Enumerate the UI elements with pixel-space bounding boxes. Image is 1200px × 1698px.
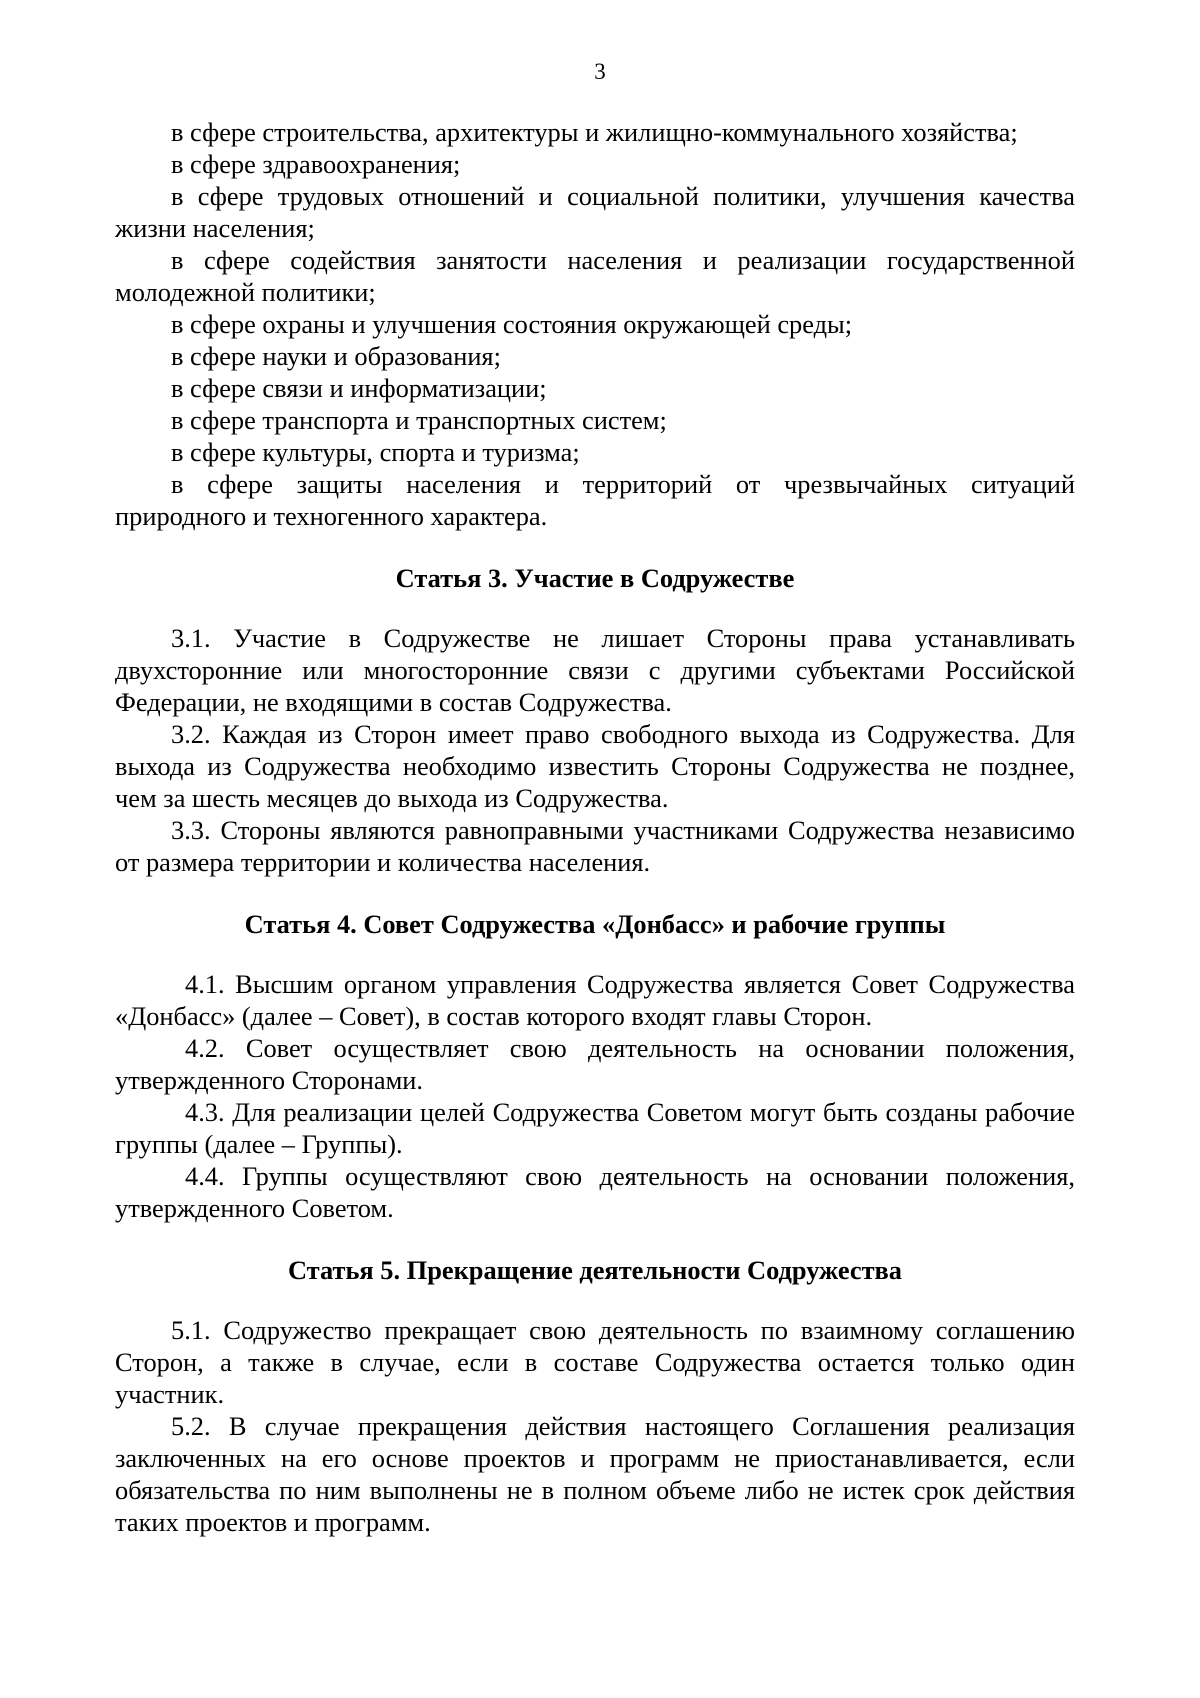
list-item: в сфере содействия занятости населения и реализации государственной молодежной политики; (115, 245, 1075, 307)
article-4-paragraph: 4.2. Совет осуществляет свою деятельность на основании положения, утвержденного Сторонами. (115, 1033, 1075, 1095)
article-4-paragraph: 4.1. Высшим органом управления Содружества является Совет Содружества «Донбасс» (далее – Совет), в состав которого входят главы Сторон. (115, 969, 1075, 1031)
article-4-paragraph: 4.4. Группы осуществляют свою деятельность на основании положения, утвержденного Советом. (115, 1161, 1075, 1223)
spheres-list (115, 116, 1075, 532)
list-item: в сфере связи и информатизации; (171, 373, 547, 403)
article-5-title: Статья 5. Прекращение деятельности Содружества (287, 1255, 903, 1285)
document-body (115, 116, 1075, 1538)
article-3-paragraph: 3.2. Каждая из Сторон имеет право свободного выхода из Содружества. Для выхода из Содружества необходимо известить Стороны Содружества не позднее, чем за шесть месяцев до выхода из Содружества. (115, 719, 1075, 813)
list-item: в сфере науки и образования; (171, 341, 501, 371)
article-3-paragraph: 3.1. Участие в Содружестве не лишает Стороны права устанавливать двухсторонние или многосторонние связи с другими субъектами Российской Федерации, не входящими в состав Содружества. (115, 623, 1075, 717)
article-3-title: Статья 3. Участие в Содружестве (395, 563, 795, 593)
article-5 (115, 1254, 1075, 1538)
list-item: в сфере здравоохранения; (171, 149, 461, 179)
list-item: в сфере культуры, спорта и туризма; (171, 437, 580, 467)
article-4-title: Статья 4. Совет Содружества «Донбасс» и рабочие группы (244, 909, 946, 939)
list-item: в сфере транспорта и транспортных систем; (171, 405, 667, 435)
article-3-paragraph: 3.3. Стороны являются равноправными участниками Содружества независимо от размера территории и количества населения. (115, 815, 1075, 877)
article-3 (115, 562, 1075, 878)
list-item: в сфере трудовых отношений и социальной политики, улучшения качества жизни населения; (115, 181, 1075, 243)
article-4 (115, 908, 1075, 1224)
list-item: в сфере охраны и улучшения состояния окружающей среды; (171, 309, 853, 339)
article-4-paragraph: 4.3. Для реализации целей Содружества Советом могут быть созданы рабочие группы (далее – Группы). (115, 1097, 1075, 1159)
list-item: в сфере защиты населения и территорий от чрезвычайных ситуаций природного и техногенного характера. (115, 469, 1075, 531)
list-item: в сфере строительства, архитектуры и жилищно-коммунального хозяйства; (171, 117, 1018, 147)
article-5-paragraph: 5.2. В случае прекращения действия настоящего Соглашения реализация заключенных на его основе проектов и программ не приостанавливается, если обязательства по ним выполнены не в полном объеме либо не истек срок действия таких проектов и программ. (115, 1411, 1075, 1537)
page-number: 3 (594, 59, 606, 84)
article-5-paragraph: 5.1. Содружество прекращает свою деятельность по взаимному соглашению Сторон, а также в случае, если в составе Содружества остается только один участник. (115, 1315, 1075, 1409)
